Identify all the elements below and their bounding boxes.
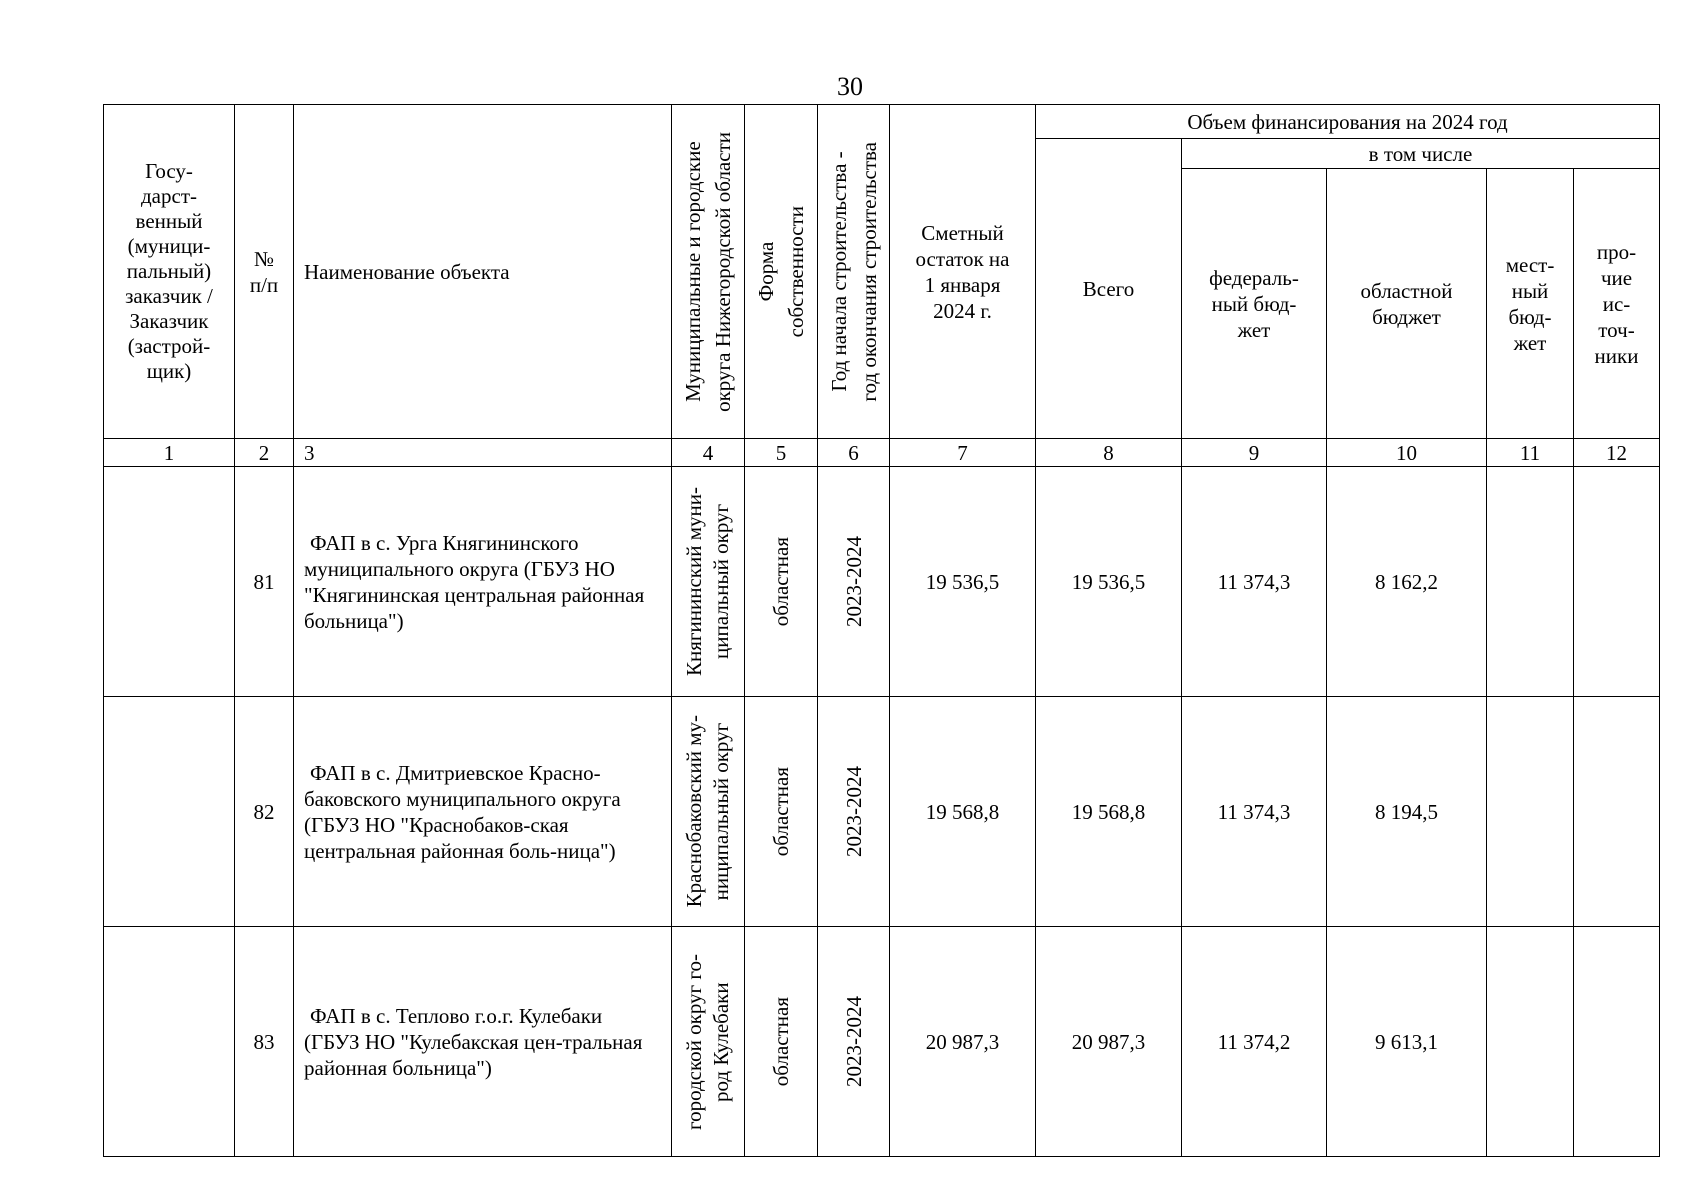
total-cell: 19 536,5: [1036, 467, 1182, 697]
customer-cell: [104, 697, 235, 927]
column-number: 12: [1574, 439, 1660, 467]
header-estimate: Сметный остаток на 1 января 2024 г.: [890, 105, 1036, 439]
district-cell: Княгининский муни- ципальный округ: [672, 467, 745, 697]
column-number: 2: [235, 439, 294, 467]
column-number: 1: [104, 439, 235, 467]
total-cell: 20 987,3: [1036, 927, 1182, 1157]
header-funding-group: Объем финансирования на 2024 год: [1036, 105, 1660, 139]
header-number: № п/п: [235, 105, 294, 439]
financing-table: [103, 104, 1660, 1157]
estimate-cell: 20 987,3: [890, 927, 1036, 1157]
regional-cell: 9 613,1: [1327, 927, 1487, 1157]
total-cell: 19 568,8: [1036, 697, 1182, 927]
other-cell: [1574, 927, 1660, 1157]
column-number: 3: [294, 439, 672, 467]
header-including: в том числе: [1182, 139, 1660, 169]
column-number: 7: [890, 439, 1036, 467]
column-numbers-row: [104, 439, 1660, 467]
customer-cell: [104, 467, 235, 697]
regional-cell: 8 162,2: [1327, 467, 1487, 697]
column-number: 10: [1327, 439, 1487, 467]
column-number: 8: [1036, 439, 1182, 467]
column-number: 9: [1182, 439, 1327, 467]
row-number: 82: [235, 697, 294, 927]
federal-cell: 11 374,3: [1182, 467, 1327, 697]
object-name: ФАП в с. Урга Княгининского муниципального округа (ГБУЗ НО "Княгининская центральная районная больница"): [294, 467, 672, 697]
header-total: Всего: [1036, 139, 1182, 439]
header-district: Муниципальные и городские округа Нижегородской области: [672, 105, 745, 439]
federal-cell: 11 374,3: [1182, 697, 1327, 927]
table-row: [104, 697, 1660, 927]
ownership-cell: областная: [745, 927, 818, 1157]
object-name: ФАП в с. Дмитриевское Красно-баковского муниципального округа (ГБУЗ НО "Краснобаков-ская центральная районная боль-ница"): [294, 697, 672, 927]
header-local: мест- ный бюд- жет: [1487, 169, 1574, 439]
regional-cell: 8 194,5: [1327, 697, 1487, 927]
column-number: 4: [672, 439, 745, 467]
header-years: Год начала строительства - год окончания строительства: [818, 105, 890, 439]
header-other: про- чие ис- точ- ники: [1574, 169, 1660, 439]
local-cell: [1487, 697, 1574, 927]
district-cell: городской округ го- род Кулебаки: [672, 927, 745, 1157]
district-cell: Краснобаковский му- ниципальный округ: [672, 697, 745, 927]
other-cell: [1574, 467, 1660, 697]
header-object-name: Наименование объекта: [294, 105, 672, 439]
header-regional: областной бюджет: [1327, 169, 1487, 439]
local-cell: [1487, 927, 1574, 1157]
federal-cell: 11 374,2: [1182, 927, 1327, 1157]
years-cell: 2023-2024: [818, 927, 890, 1157]
header-federal: федераль- ный бюд- жет: [1182, 169, 1327, 439]
ownership-cell: областная: [745, 467, 818, 697]
object-name: ФАП в с. Теплово г.о.г. Кулебаки (ГБУЗ НО "Кулебакская цен-тральная районная больница"): [294, 927, 672, 1157]
customer-cell: [104, 927, 235, 1157]
header-ownership: Форма собственности: [745, 105, 818, 439]
table-row: [104, 467, 1660, 697]
ownership-cell: областная: [745, 697, 818, 927]
column-number: 5: [745, 439, 818, 467]
row-number: 81: [235, 467, 294, 697]
years-cell: 2023-2024: [818, 697, 890, 927]
header-customer: Госу- дарст- венный (муници- пальный) заказчик / Заказчик (застрой- щик): [104, 105, 235, 439]
estimate-cell: 19 536,5: [890, 467, 1036, 697]
row-number: 83: [235, 927, 294, 1157]
local-cell: [1487, 467, 1574, 697]
years-cell: 2023-2024: [818, 467, 890, 697]
column-number: 6: [818, 439, 890, 467]
estimate-cell: 19 568,8: [890, 697, 1036, 927]
table-row: [104, 927, 1660, 1157]
column-number: 11: [1487, 439, 1574, 467]
page-number: 30: [837, 72, 863, 101]
other-cell: [1574, 697, 1660, 927]
